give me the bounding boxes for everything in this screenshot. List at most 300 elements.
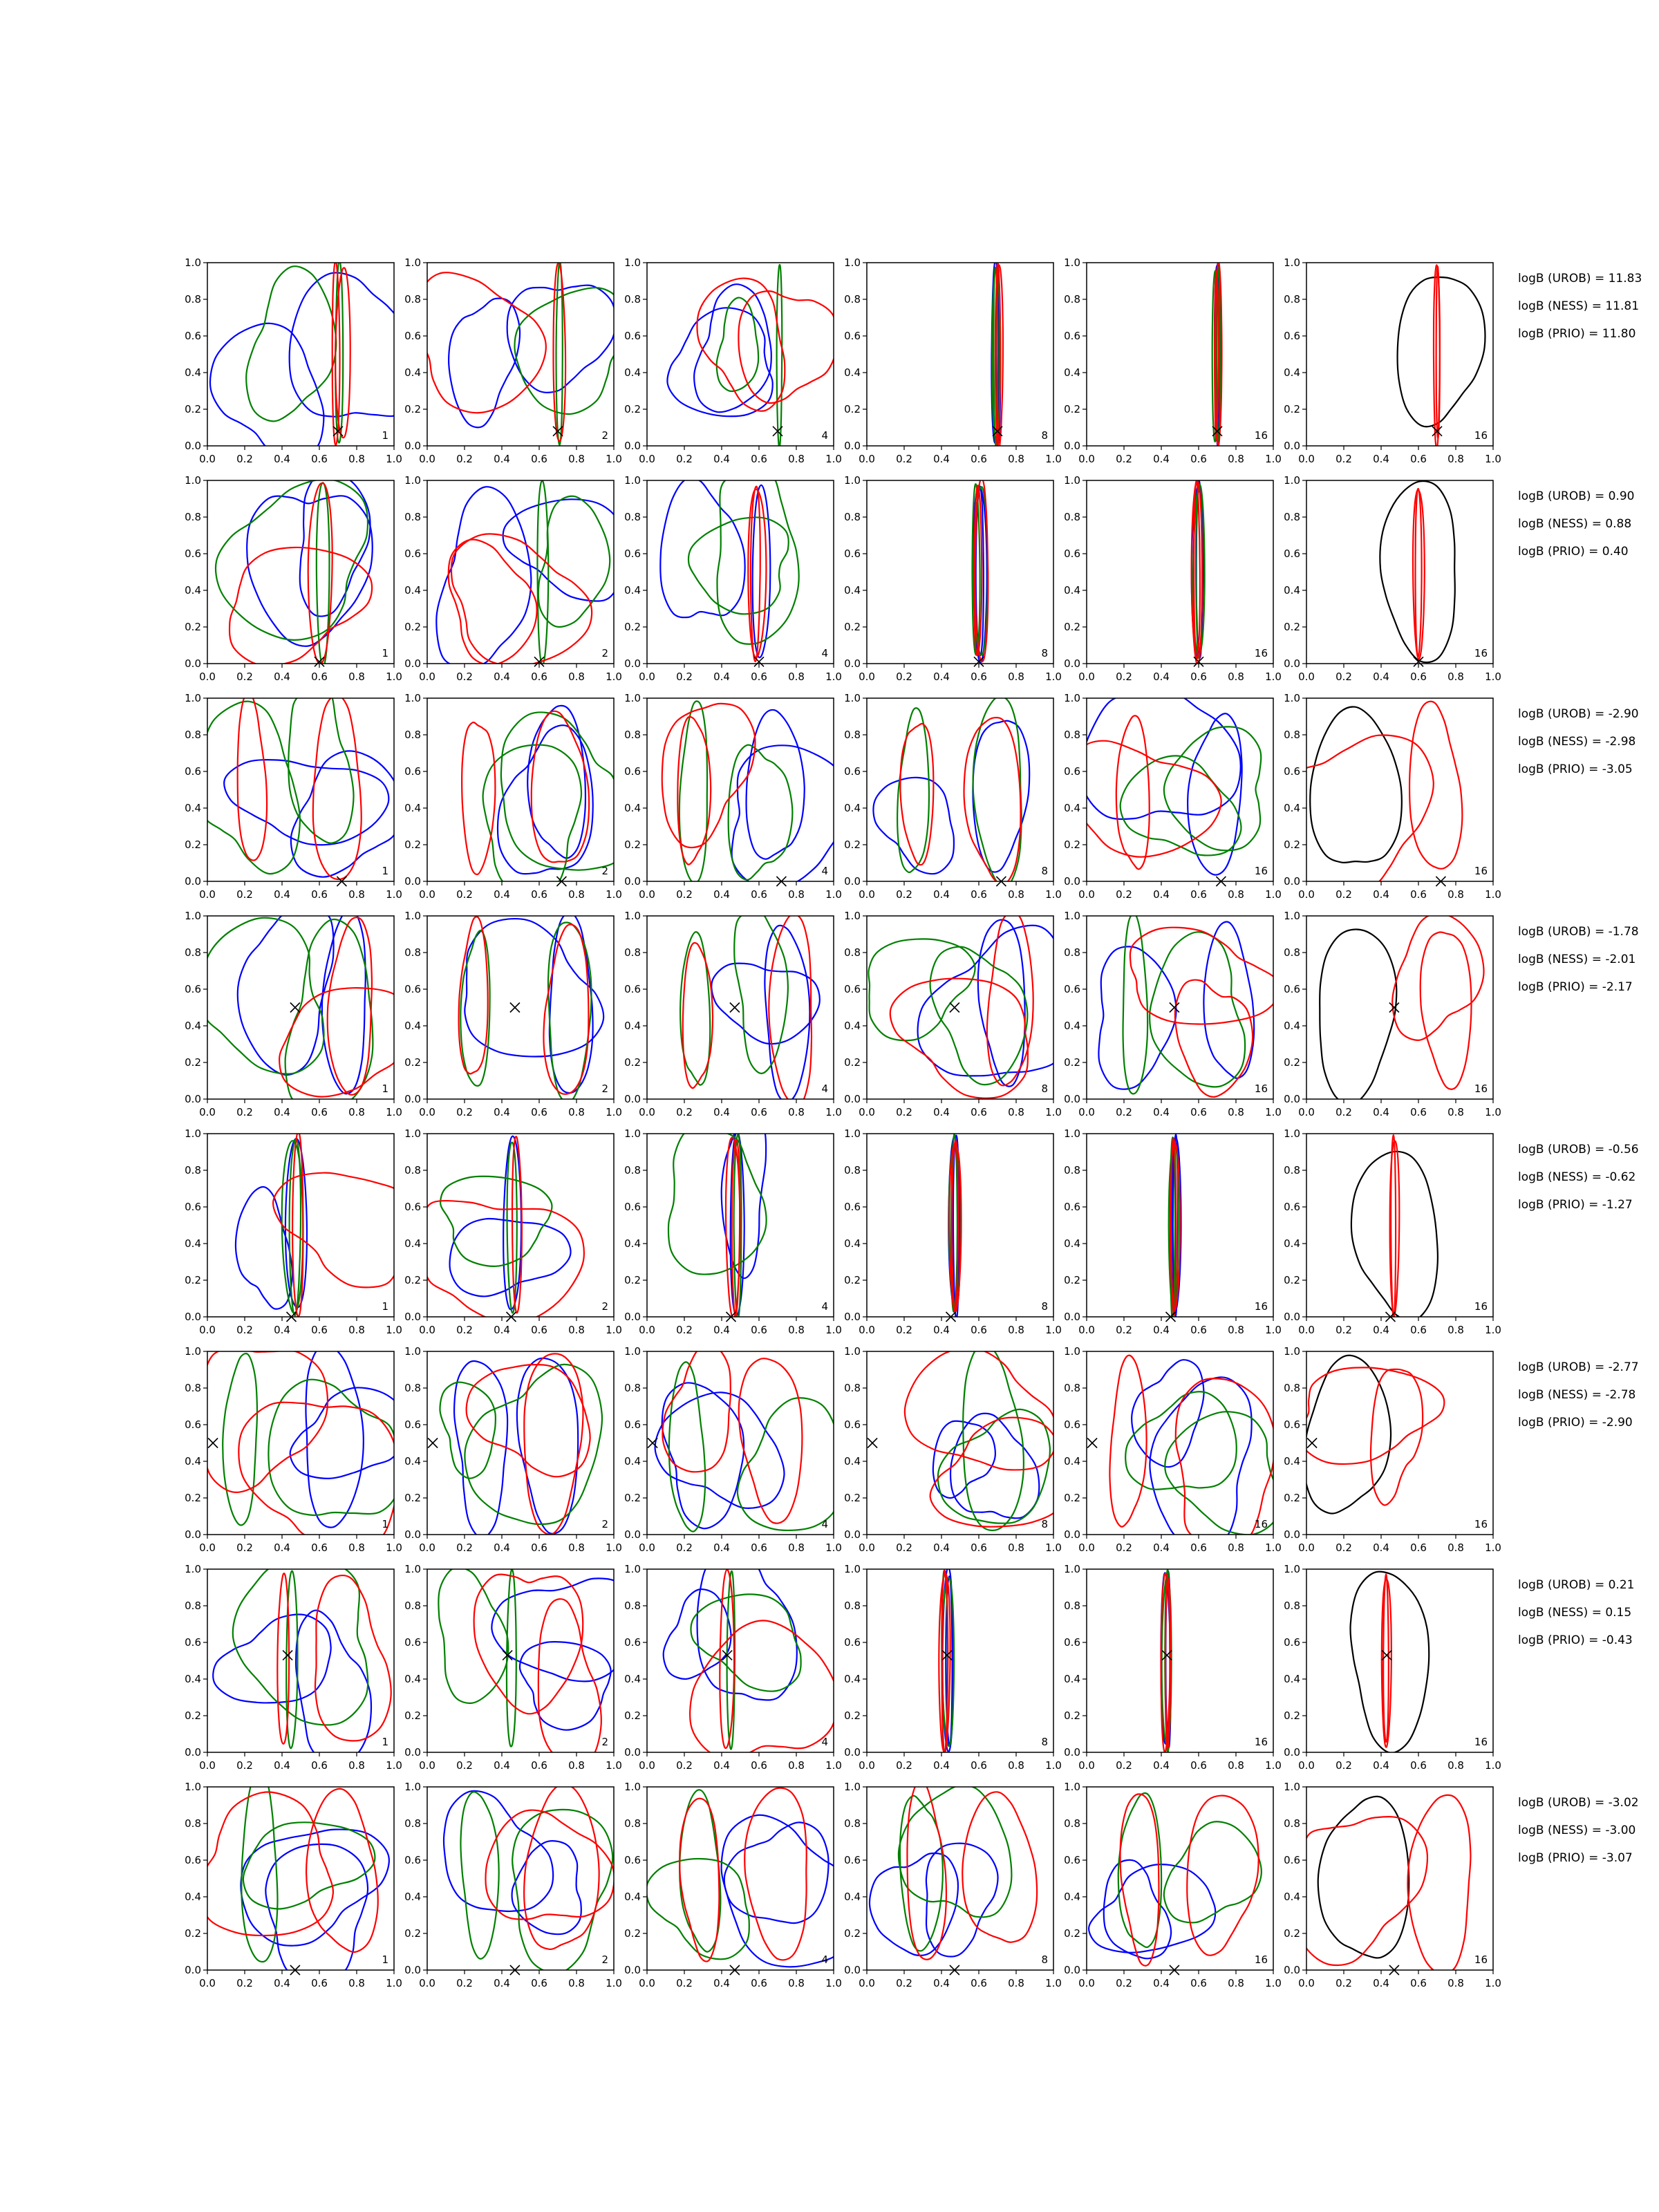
y-tick-label: 0.6 [185,1636,201,1649]
sample-count-label: 4 [821,1736,828,1748]
y-tick-label: 0.4 [1064,584,1080,597]
y-tick-label: 0.4 [1064,1673,1080,1685]
y-tick-label: 1.0 [1064,256,1080,269]
y-tick-label: 0.2 [185,621,201,633]
y-tick-label: 0.8 [624,946,641,959]
y-tick-label: 0.8 [624,1164,641,1177]
contour-urob [449,299,520,428]
y-tick-label: 0.6 [624,1636,641,1649]
y-tick-label: 0.0 [404,657,421,670]
panel-r7-c3 [624,1563,842,1772]
x-tick-label: 1.0 [386,1324,402,1336]
y-tick-label: 1.0 [404,256,421,269]
contour-ness [460,1792,498,1958]
y-tick-label: 0.2 [404,1927,421,1940]
x-tick-label: 1.0 [386,1759,402,1772]
sample-count-label: 4 [821,1300,828,1313]
y-tick-label: 0.0 [1284,1311,1300,1323]
panel-r8-c3 [624,1781,842,1989]
y-tick-label: 0.4 [1284,802,1300,814]
contour-urob [512,1841,581,1934]
true-value-marker [1087,1438,1097,1448]
axes-frame [1306,263,1493,446]
y-tick-label: 1.0 [185,910,201,922]
x-tick-label: 0.2 [1335,1759,1352,1772]
x-tick-label: 0.0 [199,888,216,901]
contour-urob [978,920,1025,1087]
y-tick-label: 0.4 [185,1237,201,1250]
y-tick-label: 0.6 [404,983,421,995]
logb-annotation: logB (PRIO) = -2.17 [1518,980,1633,994]
y-tick-label: 0.4 [1284,584,1300,597]
contour-prio [238,693,267,860]
y-tick-label: 0.6 [624,983,641,995]
y-tick-label: 0.4 [1284,366,1300,379]
y-tick-label: 0.2 [844,1274,861,1286]
contour-ness [738,1398,838,1530]
y-tick-label: 0.2 [404,403,421,415]
x-tick-label: 1.0 [1485,453,1501,465]
y-tick-label: 1.0 [185,1781,201,1793]
sample-count-label: 8 [1041,1736,1048,1748]
axes-frame [1306,1569,1493,1752]
y-tick-label: 0.8 [1284,511,1300,523]
sample-count-label: 8 [1041,1953,1048,1966]
true-value-marker [510,1003,520,1013]
y-tick-label: 1.0 [1284,910,1300,922]
contour-layer [438,1567,619,1757]
contour-layer [991,260,1003,448]
sample-count-label: 16 [1474,1518,1488,1530]
panel-r7-c5 [1064,1563,1282,1772]
contour-urob [1203,922,1254,1078]
panel-r3-c5 [1064,692,1282,901]
panel-r6-c1 [185,1345,402,1554]
x-tick-label: 0.2 [456,1106,473,1118]
sample-count-label: 1 [382,1300,388,1313]
contour-ness [897,708,929,872]
contour-ness [868,939,975,1040]
x-tick-label: 0.6 [971,1759,987,1772]
y-tick-label: 0.6 [185,547,201,560]
sample-count-label: 8 [1041,647,1048,659]
y-tick-label: 0.6 [1064,1201,1080,1213]
y-tick-label: 0.0 [624,875,641,888]
y-tick-label: 0.2 [404,1056,421,1069]
y-tick-label: 0.4 [185,366,201,379]
y-tick-label: 0.6 [1284,1636,1300,1649]
sample-count-label: 16 [1254,1082,1268,1095]
contour-prio [1407,1795,1470,1974]
contour-layer [680,910,820,1105]
x-tick-label: 0.6 [311,671,328,683]
x-tick-label: 0.6 [531,888,547,901]
contour-layer [440,1353,601,1538]
y-tick-label: 0.6 [404,1201,421,1213]
y-tick-label: 0.6 [404,1636,421,1649]
x-tick-label: 0.8 [1447,453,1464,465]
y-tick-label: 0.6 [1064,547,1080,560]
y-tick-label: 0.6 [404,547,421,560]
x-tick-label: 1.0 [1265,1759,1282,1772]
x-tick-label: 1.0 [1045,1541,1062,1554]
y-tick-label: 0.2 [185,1274,201,1286]
x-tick-label: 1.0 [386,1541,402,1554]
x-tick-label: 0.8 [568,453,585,465]
y-tick-label: 0.6 [1064,1418,1080,1431]
y-tick-label: 0.4 [1064,1237,1080,1250]
y-tick-label: 0.8 [404,946,421,959]
sample-count-label: 8 [1041,1518,1048,1530]
contour-layer [646,1788,839,1967]
x-tick-label: 0.6 [751,671,767,683]
x-tick-label: 0.8 [1008,1541,1024,1554]
contour-prio [679,1799,719,1962]
x-tick-label: 1.0 [1045,1977,1062,1989]
x-tick-label: 0.2 [1335,1106,1352,1118]
y-tick-label: 1.0 [1064,1345,1080,1358]
y-tick-label: 0.0 [404,875,421,888]
y-tick-label: 0.0 [185,1093,201,1105]
contour-urob [1098,946,1176,1089]
y-tick-label: 0.6 [844,1201,861,1213]
y-tick-label: 0.8 [1284,1382,1300,1394]
x-tick-label: 0.0 [1078,1977,1095,1989]
contour-prio [467,1365,590,1477]
y-tick-label: 0.2 [624,1274,641,1286]
x-tick-label: 1.0 [825,1106,842,1118]
contour-ness [777,265,782,448]
y-tick-label: 0.8 [1284,946,1300,959]
y-tick-label: 0.2 [624,403,641,415]
x-tick-label: 1.0 [386,888,402,901]
x-tick-label: 1.0 [386,1106,402,1118]
x-tick-label: 0.0 [1078,888,1095,901]
x-tick-label: 0.4 [494,1541,510,1554]
x-tick-label: 0.0 [419,1977,435,1989]
x-tick-label: 0.8 [788,1977,805,1989]
contour-ness [216,479,368,640]
y-tick-label: 0.4 [1284,1891,1300,1903]
x-tick-label: 0.2 [896,1541,912,1554]
x-tick-label: 0.0 [639,888,655,901]
contour-layer [1301,1356,1444,1514]
y-tick-label: 1.0 [624,910,641,922]
x-tick-label: 1.0 [606,1324,622,1336]
x-tick-label: 1.0 [1265,1977,1282,1989]
x-tick-label: 0.6 [1190,888,1207,901]
x-tick-label: 0.0 [1298,1977,1315,1989]
contour-layer [203,1345,400,1540]
y-tick-label: 0.6 [1284,1418,1300,1431]
x-tick-label: 0.8 [568,1324,585,1336]
panel-r7-c1 [185,1563,402,1772]
y-tick-label: 0.4 [1284,1237,1300,1250]
axes-frame [867,1351,1053,1535]
y-tick-label: 0.4 [404,802,421,814]
contour-layer [216,476,373,667]
y-tick-label: 0.0 [404,1528,421,1541]
y-tick-label: 0.6 [404,1854,421,1866]
y-tick-label: 1.0 [844,1781,861,1793]
contour-urob [503,499,619,601]
x-tick-label: 0.4 [933,1759,950,1772]
x-tick-label: 0.8 [788,888,805,901]
x-tick-label: 0.4 [933,1324,950,1336]
contour-ness [729,745,793,880]
y-tick-label: 0.2 [624,1056,641,1069]
y-tick-label: 0.4 [844,366,861,379]
x-tick-label: 0.6 [751,1977,767,1989]
x-tick-label: 0.4 [1373,1324,1389,1336]
panel-r3-c2 [404,692,622,901]
y-tick-label: 0.8 [1284,293,1300,306]
sample-count-label: 4 [821,429,828,442]
x-tick-label: 0.0 [639,1324,655,1336]
y-tick-label: 0.2 [844,621,861,633]
y-tick-label: 0.8 [624,293,641,306]
x-tick-label: 0.8 [788,1541,805,1554]
x-tick-label: 0.4 [1373,1759,1389,1772]
logb-annotation: logB (UROB) = -2.77 [1518,1360,1639,1374]
y-tick-label: 0.8 [185,1600,201,1612]
y-tick-label: 0.0 [404,1093,421,1105]
x-tick-label: 1.0 [606,1106,622,1118]
x-tick-label: 1.0 [1045,1106,1062,1118]
x-tick-label: 0.8 [348,888,365,901]
x-tick-label: 1.0 [606,1541,622,1554]
y-tick-label: 0.0 [1284,440,1300,452]
y-tick-label: 0.6 [844,547,861,560]
panel-r7-c6 [1284,1563,1501,1772]
y-tick-label: 0.4 [844,584,861,597]
panel-r8-c1 [185,1781,402,1989]
y-tick-label: 0.2 [624,621,641,633]
contour-urob [238,911,334,1075]
y-tick-label: 0.2 [185,838,201,851]
y-tick-label: 0.6 [185,1201,201,1213]
contour-layer [1320,913,1483,1104]
contour-ness [537,481,548,666]
contour-layer [939,1567,954,1755]
y-tick-label: 0.2 [185,403,201,415]
x-tick-label: 1.0 [606,1759,622,1772]
x-tick-label: 0.2 [896,671,912,683]
x-tick-label: 0.8 [1447,1106,1464,1118]
y-tick-label: 0.0 [1064,875,1080,888]
sample-count-label: 2 [601,1736,608,1748]
true-value-marker [290,1003,300,1013]
x-tick-label: 0.4 [1373,1106,1389,1118]
contour-layer [203,693,399,879]
x-tick-label: 1.0 [825,1324,842,1336]
contour-prio [306,1789,378,1952]
x-tick-label: 0.4 [713,1324,730,1336]
y-tick-label: 0.6 [185,330,201,342]
y-tick-label: 0.0 [624,1311,641,1323]
y-tick-label: 1.0 [844,256,861,269]
x-tick-label: 0.2 [456,1324,473,1336]
axes-frame [867,1787,1053,1970]
y-tick-label: 0.6 [624,765,641,778]
x-tick-label: 0.4 [1153,1977,1170,1989]
x-tick-label: 0.8 [568,1977,585,1989]
contour-prio [277,1573,289,1744]
x-tick-label: 0.8 [1228,1324,1244,1336]
x-tick-label: 0.8 [1228,1759,1244,1772]
x-tick-label: 0.4 [713,1106,730,1118]
x-tick-label: 0.6 [531,1759,547,1772]
logb-annotation: logB (UROB) = 11.83 [1518,272,1642,285]
y-tick-label: 0.8 [404,1817,421,1830]
panel-r2-c6 [1284,474,1501,683]
y-tick-label: 1.0 [844,1563,861,1575]
sample-count-label: 2 [601,1518,608,1530]
y-tick-label: 0.4 [844,1455,861,1468]
y-tick-label: 0.6 [1284,765,1300,778]
x-tick-label: 0.0 [639,1106,655,1118]
y-tick-label: 0.2 [844,1056,861,1069]
contour-prio [474,1575,583,1714]
x-tick-label: 0.8 [1228,888,1244,901]
y-tick-label: 0.2 [1064,838,1080,851]
x-tick-label: 0.8 [1447,1759,1464,1772]
y-tick-label: 0.4 [404,1020,421,1032]
contour-prio [905,1349,1058,1470]
logb-annotation: logB (PRIO) = -3.05 [1518,762,1633,776]
x-tick-label: 0.4 [494,671,510,683]
x-tick-label: 0.0 [419,1106,435,1118]
sample-count-label: 16 [1254,647,1268,659]
panel-r4-c2 [404,910,622,1118]
x-tick-label: 0.8 [1008,453,1024,465]
y-tick-label: 0.6 [404,1418,421,1431]
true-value-marker [730,1003,740,1013]
panel-r2-c5 [1064,474,1282,683]
panel-r4-c3 [624,910,842,1118]
sample-count-label: 2 [601,865,608,877]
true-value-marker [1170,1003,1179,1013]
contour-ness [1125,1391,1237,1489]
y-tick-label: 1.0 [1064,910,1080,922]
y-tick-label: 1.0 [1284,1563,1300,1575]
y-tick-label: 1.0 [185,256,201,269]
y-tick-label: 1.0 [1284,692,1300,704]
y-tick-label: 0.2 [404,1709,421,1722]
logb-annotation: logB (PRIO) = 0.40 [1518,545,1629,559]
y-tick-label: 0.6 [624,1854,641,1866]
sample-count-label: 1 [382,1736,388,1748]
y-tick-label: 0.0 [1064,1528,1080,1541]
y-tick-label: 1.0 [185,1127,201,1140]
contour-ness [501,712,620,870]
x-tick-label: 1.0 [1485,1759,1501,1772]
sample-count-label: 16 [1474,647,1488,659]
panel-r5-c6 [1284,1127,1501,1336]
x-tick-label: 1.0 [825,1759,842,1772]
y-tick-label: 0.0 [1064,1746,1080,1759]
x-tick-label: 0.0 [859,1977,875,1989]
panel-r8-c4 [844,1781,1062,1989]
x-tick-label: 0.6 [1190,453,1207,465]
y-tick-label: 0.0 [1064,440,1080,452]
x-tick-label: 0.8 [788,1106,805,1118]
x-tick-label: 0.6 [751,1106,767,1118]
y-tick-label: 0.6 [185,765,201,778]
x-tick-label: 0.6 [531,1106,547,1118]
x-tick-label: 0.6 [751,888,767,901]
x-tick-label: 0.4 [933,453,950,465]
logb-annotation: logB (NESS) = 11.81 [1518,299,1640,313]
y-tick-label: 0.0 [1284,1746,1300,1759]
y-tick-label: 0.4 [404,1673,421,1685]
x-tick-label: 0.8 [348,453,365,465]
axes-frame [207,698,394,881]
contour-urob [517,1358,578,1534]
logb-annotation: logB (UROB) = 0.21 [1518,1578,1635,1592]
x-tick-label: 0.8 [1228,453,1244,465]
x-tick-label: 1.0 [1485,888,1501,901]
x-tick-label: 0.2 [1116,1106,1132,1118]
x-tick-label: 0.0 [859,671,875,683]
y-tick-label: 0.4 [1064,1020,1080,1032]
y-tick-label: 0.2 [624,838,641,851]
y-tick-label: 0.6 [1284,1854,1300,1866]
y-tick-label: 0.4 [1064,802,1080,814]
contour-urob [210,324,324,451]
logb-annotation: logB (UROB) = -0.56 [1518,1143,1639,1156]
y-tick-label: 0.8 [844,1164,861,1177]
y-tick-label: 1.0 [624,692,641,704]
panel-r6-c2 [404,1345,622,1554]
x-tick-label: 0.8 [348,1759,365,1772]
x-tick-label: 1.0 [1265,1324,1282,1336]
logb-annotation: logB (PRIO) = 11.80 [1518,327,1636,341]
y-tick-label: 0.2 [1064,1709,1080,1722]
y-tick-label: 0.2 [844,1709,861,1722]
sample-count-label: 4 [821,1953,828,1966]
x-tick-label: 0.8 [1008,1106,1024,1118]
y-tick-label: 0.0 [1064,1311,1080,1323]
y-tick-label: 1.0 [404,474,421,487]
contour-layer [1161,1570,1172,1752]
sample-count-label: 4 [821,1082,828,1095]
y-tick-label: 0.2 [1284,1056,1300,1069]
panel-r2-c4 [844,474,1062,683]
contour-true [1380,481,1454,662]
y-tick-label: 0.2 [1064,621,1080,633]
y-tick-label: 1.0 [185,1345,201,1358]
y-tick-label: 0.8 [404,511,421,523]
x-tick-label: 0.0 [1298,453,1315,465]
true-value-marker [1389,1003,1399,1013]
y-tick-label: 0.0 [624,440,641,452]
y-tick-label: 0.8 [844,1382,861,1394]
x-tick-label: 0.8 [348,1324,365,1336]
panel-r4-c6 [1284,910,1501,1118]
y-tick-label: 1.0 [1284,1781,1300,1793]
x-tick-label: 0.0 [1078,1541,1095,1554]
y-tick-label: 0.4 [844,1891,861,1903]
y-tick-label: 0.8 [185,1817,201,1830]
x-tick-label: 0.2 [456,453,473,465]
sample-count-label: 8 [1041,1300,1048,1313]
x-tick-label: 1.0 [1485,671,1501,683]
x-tick-label: 0.8 [788,671,805,683]
x-tick-label: 0.8 [568,1541,585,1554]
panel-r5-c3 [624,1127,842,1336]
x-tick-label: 0.6 [1410,453,1427,465]
